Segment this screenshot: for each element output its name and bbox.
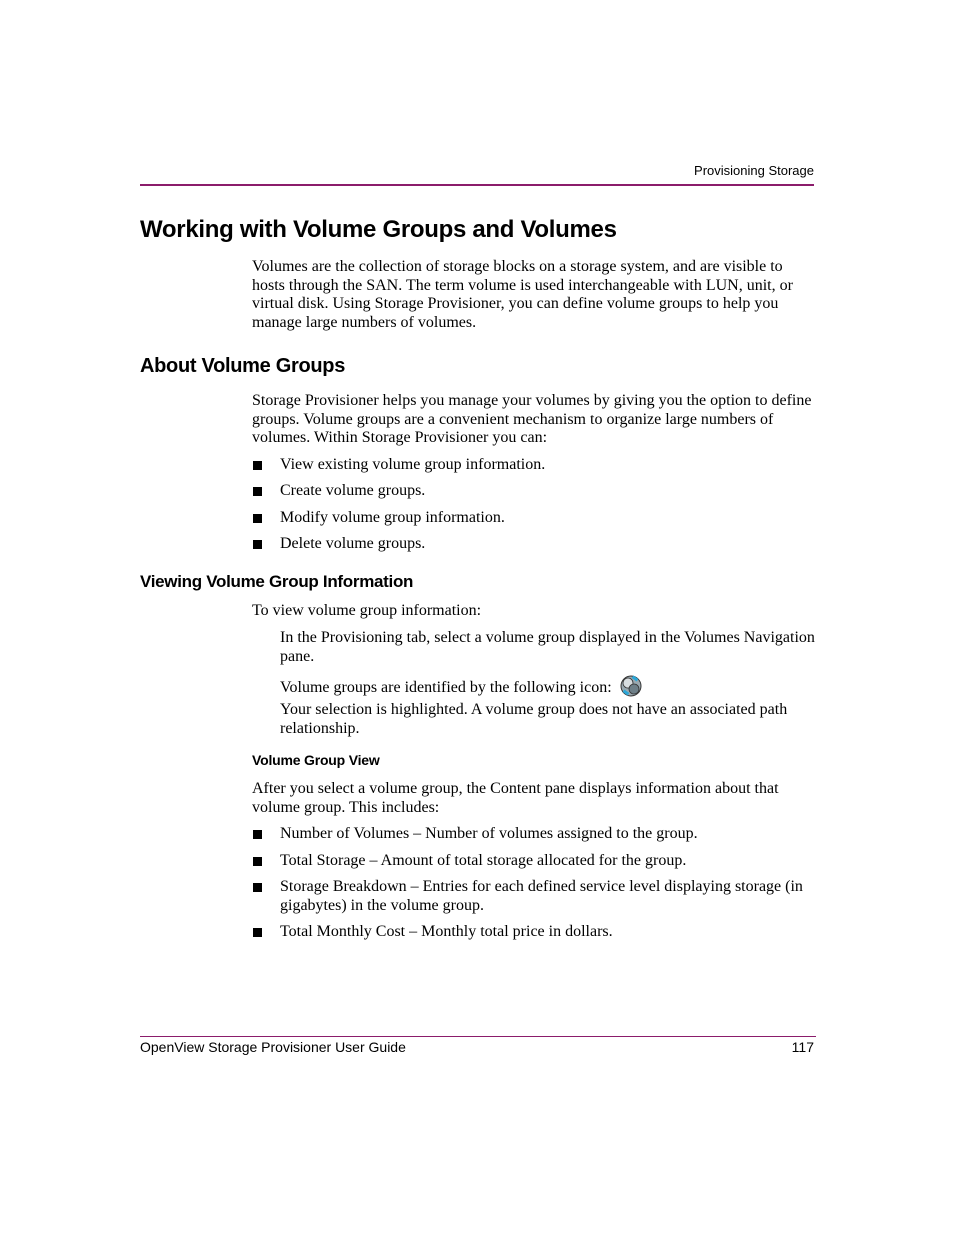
- viewing-icon-line: [280, 674, 820, 704]
- bullet-square-icon: [253, 928, 262, 937]
- about-heading: About Volume Groups: [140, 355, 346, 377]
- bullet-square-icon: [253, 540, 262, 549]
- viewing-intro: To view volume group information:: [252, 602, 482, 619]
- header-rule: [140, 184, 814, 186]
- about-intro: Storage Provisioner helps you manage your volumes by giving you the option to define groups. Volume groups are a convenient mechanism to organize large numbers of volumes. Within Storage Provisioner you can:: [252, 392, 812, 447]
- running-head: Provisioning Storage: [694, 163, 814, 178]
- icon-line-text: Volume groups are identified by the following icon:: [280, 679, 612, 696]
- list-item: Number of Volumes – Number of volumes assigned to the group.: [252, 825, 817, 844]
- list-item: Storage Breakdown – Entries for each defined service level displaying storage (in gigabytes) in the volume group.: [252, 878, 817, 915]
- section-title: Working with Volume Groups and Volumes: [140, 216, 617, 243]
- bullet-square-icon: [253, 514, 262, 523]
- list-item: View existing volume group information.: [252, 456, 817, 475]
- page-number: 117: [791, 1039, 814, 1055]
- footer-rule: [140, 1036, 816, 1037]
- list-item: Modify volume group information.: [252, 509, 817, 528]
- list-item: Total Monthly Cost – Monthly total price in dollars.: [252, 923, 817, 942]
- bullet-square-icon: [253, 883, 262, 892]
- list-item: Create volume groups.: [252, 482, 817, 501]
- list-item: Delete volume groups.: [252, 535, 817, 554]
- viewing-heading: Viewing Volume Group Information: [140, 572, 414, 591]
- volume-group-icon: [618, 674, 644, 704]
- list-item: Total Storage – Amount of total storage allocated for the group.: [252, 852, 817, 871]
- view-heading: Volume Group View: [252, 752, 380, 768]
- footer-guide-title: OpenView Storage Provisioner User Guide: [140, 1039, 406, 1055]
- bullet-square-icon: [253, 830, 262, 839]
- bullet-square-icon: [253, 857, 262, 866]
- section-intro: Volumes are the collection of storage blocks on a storage system, and are visible to hosts through the SAN. The term volume is used interchangeable with LUN, unit, or virtual disk. Using Storage Provisioner, you can define volume groups to help you manage large numbers of volumes.: [252, 258, 793, 332]
- view-intro: After you select a volume group, the Content pane displays information about that volume group. This includes:: [252, 780, 779, 816]
- viewing-step-2: Your selection is highlighted. A volume group does not have an associated path relationship.: [280, 701, 788, 737]
- bullet-square-icon: [253, 487, 262, 496]
- bullet-square-icon: [253, 461, 262, 470]
- viewing-step-1: In the Provisioning tab, select a volume group displayed in the Volumes Navigation pane.: [280, 629, 815, 665]
